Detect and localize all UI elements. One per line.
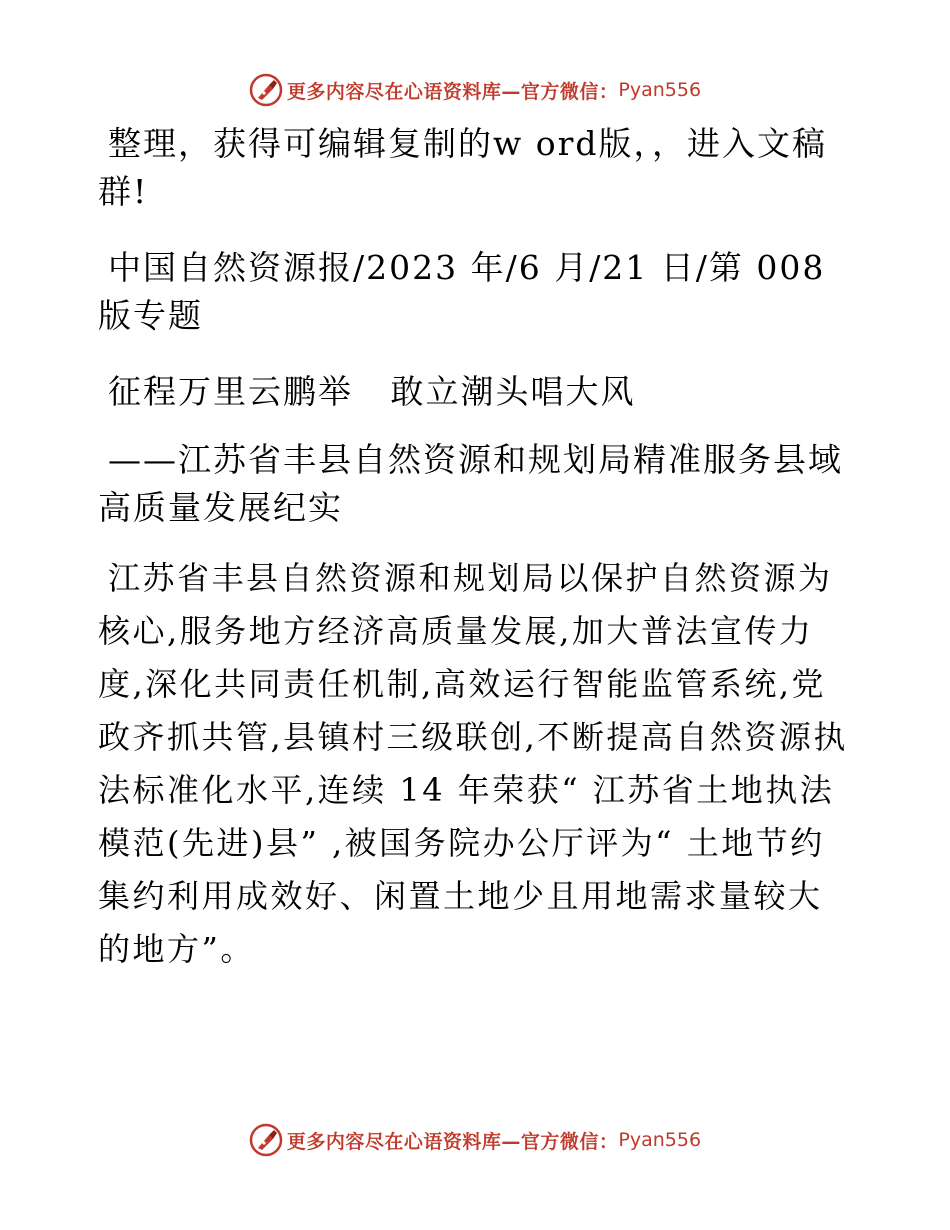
article-body: 江苏省丰县自然资源和规划局以保护自然资源为核心,服务地方经济高质量发展,加大普法宣传力度,深化共同责任机制,高效运行智能监管系统,党政齐抓共管,县镇村三级联创,不断提高自然资源执法标准化水平,连续 14 年荣获“ 江苏省土地执法模范(先进)县” ,被国务院办公厅评为“ 土地节约集约利用成效好、闲置土地少且用地需求量较大的地方”。 <box>98 559 848 968</box>
intro-paragraph: 整理，获得可编辑复制的w ord版，，进入文稿群! <box>98 124 828 211</box>
document-body <box>98 120 850 976</box>
article-subtitle: ——江苏省丰县自然资源和规划局精准服务县域高质量发展纪实 <box>98 440 843 527</box>
banner-text: 更多内容尽在心语资料库—官方微信： <box>286 80 619 103</box>
banner-wechat-id: Pyan556 <box>618 79 702 101</box>
header-banner <box>0 70 950 110</box>
source-line: 中国自然资源报/2023 年/6 月/21 日/第 008 版专题 <box>98 248 826 335</box>
banner-wechat-id: Pyan556 <box>618 1129 702 1151</box>
banner-text: 更多内容尽在心语资料库—官方微信： <box>286 1130 619 1153</box>
footer-banner <box>0 1120 950 1160</box>
pen-nib-logo-icon <box>249 73 283 107</box>
pen-nib-logo-icon <box>249 1123 283 1157</box>
article-title: 征程万里云鹏举 敢立潮头唱大风 <box>108 372 636 411</box>
